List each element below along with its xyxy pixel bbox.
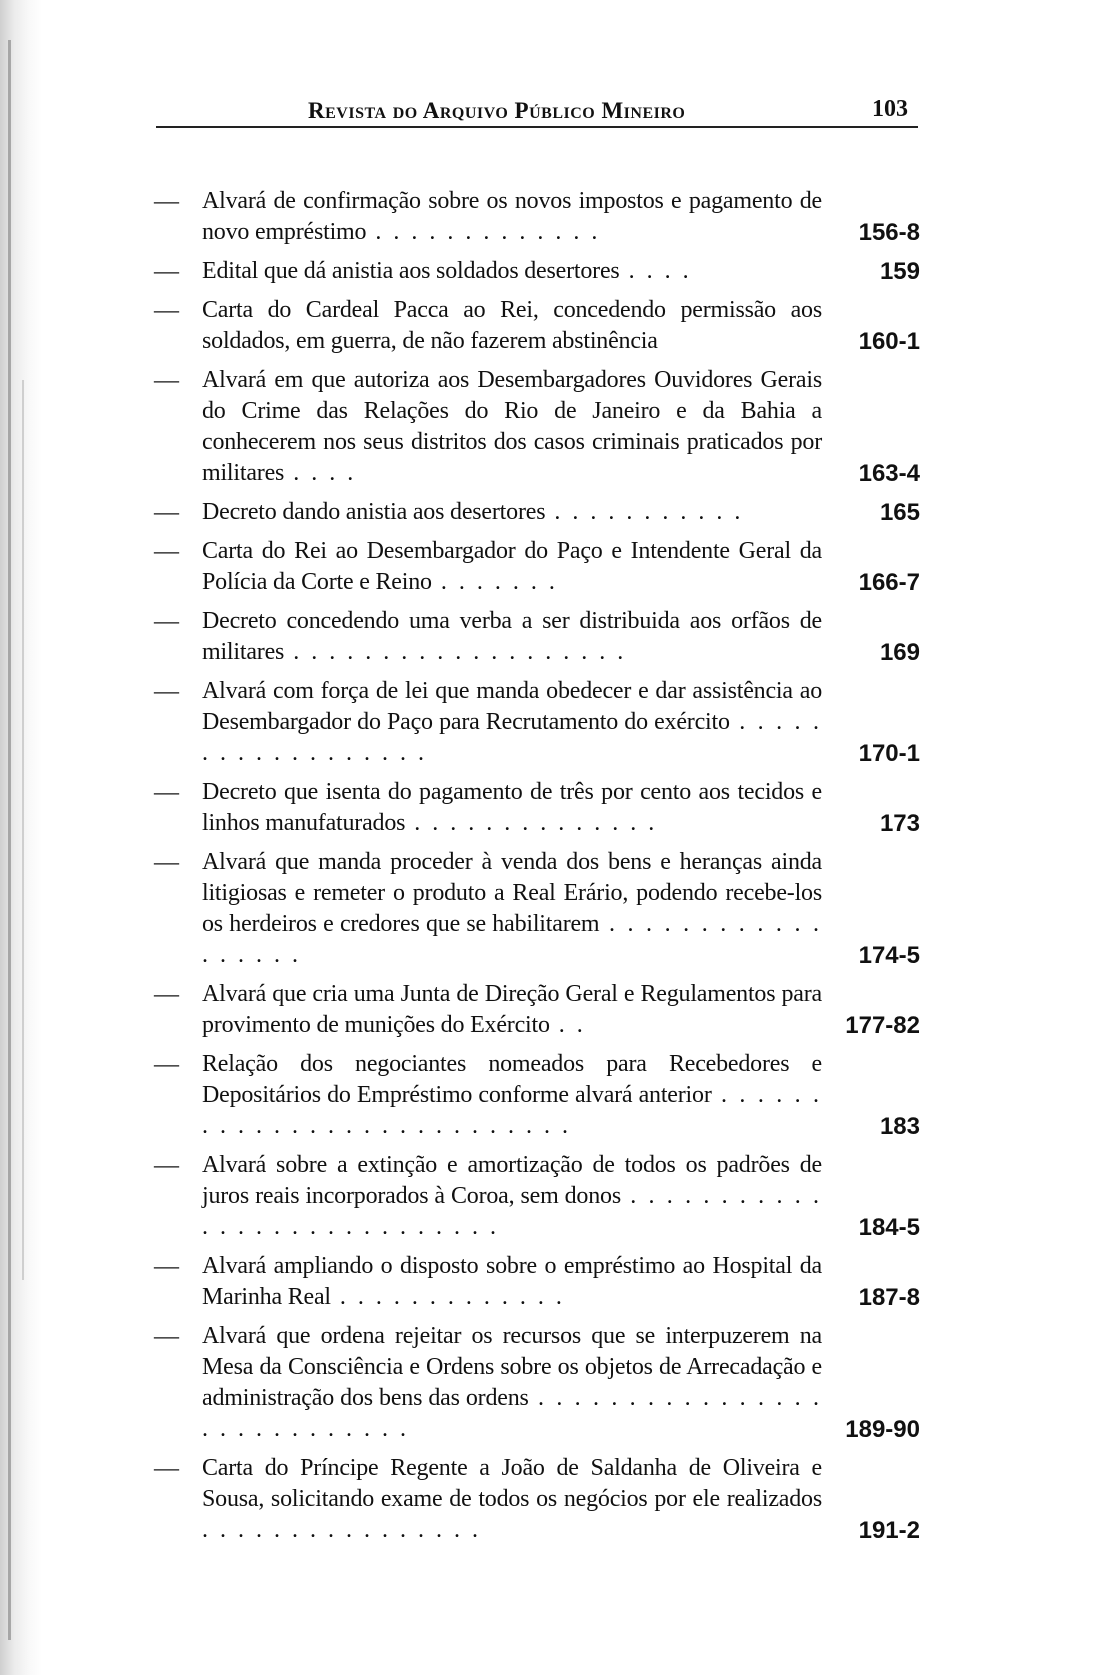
toc-entry — [150, 676, 920, 769]
entry-title-text: Alvará que manda proceder à venda dos bens e heranças ainda litigiosas e remeter o produto a Real Erário, podendo recebe-los os herdeiros e credores que se habilitarem — [202, 849, 822, 937]
dot-leader: . . . . . . . . . . . . . . . . — [202, 1517, 481, 1543]
entry-title — [202, 1150, 822, 1243]
entry-title — [202, 606, 822, 668]
dot-leader: . . . . . . . . . . . . . — [330, 1284, 565, 1310]
dot-leader: . . . . . . . . . . . . . . — [405, 810, 658, 836]
entry-dash: — — [154, 297, 179, 324]
entry-pages: 159 — [879, 258, 920, 285]
entry-title-text: Alvará em que autoriza aos Desembargadores Ouvidores Gerais do Crime das Relações do Rio de Janeiro e da Bahia a conhecerem nos seus distritos dos casos criminais praticados por militares — [202, 367, 822, 486]
entry-title — [202, 1251, 822, 1313]
entry-title-text: Alvará de confirmação sobre os novos impostos e pagamento de novo empréstimo — [202, 188, 822, 245]
entry-title-text: Decreto dando anistia aos desertores — [202, 499, 546, 525]
entry-title — [202, 256, 822, 287]
toc-entry — [150, 497, 920, 528]
entry-title — [202, 1321, 822, 1445]
entry-title — [202, 1453, 822, 1546]
entry-title — [202, 676, 822, 769]
toc-entry — [150, 1251, 920, 1313]
dot-leader: . . . . . . . . . . . . . — [366, 219, 601, 245]
entry-dash: — — [154, 188, 179, 215]
entry-dash: — — [154, 678, 179, 705]
entry-pages: 189-90 — [845, 1416, 920, 1443]
toc-entry — [150, 536, 920, 598]
entry-pages: 156-8 — [858, 219, 920, 246]
dot-leader: . . . . . . . . . . . — [545, 499, 744, 525]
entry-pages: 177-82 — [845, 1012, 920, 1039]
table-of-contents — [150, 186, 920, 1554]
entry-title — [202, 979, 822, 1041]
entry-dash: — — [154, 981, 179, 1008]
entry-pages: 170-1 — [858, 740, 920, 767]
entry-dash: — — [154, 258, 179, 285]
toc-entry — [150, 1049, 920, 1142]
toc-entry — [150, 1453, 920, 1546]
dot-leader: . . . . — [284, 460, 357, 486]
entry-pages: 173 — [879, 810, 920, 837]
entry-dash: — — [154, 367, 179, 394]
dot-leader: . . . . — [619, 258, 692, 284]
entry-pages: 166-7 — [858, 569, 920, 596]
dot-leader: . . — [549, 1012, 586, 1038]
entry-dash: — — [154, 1455, 179, 1482]
toc-entry — [150, 1150, 920, 1243]
dot-leader: . . . . . . . . . . . . . . . . . . — [202, 709, 822, 766]
entry-pages: 187-8 — [858, 1284, 920, 1311]
entry-title-text: Decreto concedendo uma verba a ser distribuida aos orfãos de militares — [202, 608, 822, 665]
toc-entry — [150, 256, 920, 287]
dot-leader: . . . . . . . — [431, 569, 558, 595]
entry-title — [202, 497, 822, 528]
entry-pages: 160-1 — [858, 328, 920, 355]
scan-edge — [0, 0, 42, 1675]
dot-leader: . . . . . . . . . . . . . . . . . . . . . . . . . . . — [202, 1082, 823, 1139]
entry-title-text: Carta do Rei ao Desembargador do Paço e Intendente Geral da Polícia da Corte e Reino — [202, 538, 822, 595]
entry-dash: — — [154, 779, 179, 806]
toc-entry — [150, 606, 920, 668]
entry-title — [202, 777, 822, 839]
toc-entry — [150, 777, 920, 839]
entry-dash: — — [154, 1253, 179, 1280]
entry-title-text: Edital que dá anistia aos soldados desertores — [202, 258, 620, 284]
entry-dash: — — [154, 849, 179, 876]
entry-pages: 174-5 — [858, 942, 920, 969]
entry-title — [202, 1049, 822, 1142]
entry-title-text: Alvará que cria uma Junta de Direção Geral e Regulamentos para provimento de munições do Exército — [202, 981, 822, 1038]
entry-title-text: Alvará que ordena rejeitar os recursos que se interpuzerem na Mesa da Consciência e Ordens sobre os objetos de Arrecadação e administração dos bens das ordens — [202, 1323, 822, 1411]
toc-entry — [150, 847, 920, 971]
running-title: Revista do Arquivo Público Mineiro — [308, 98, 686, 123]
entry-dash: — — [154, 499, 179, 526]
entry-dash: — — [154, 608, 179, 635]
entry-title-text: Alvará ampliando o disposto sobre o empréstimo ao Hospital da Marinha Real — [202, 1253, 822, 1310]
page-header — [156, 92, 918, 128]
entry-title-text: Alvará com força de lei que manda obedecer e dar assistência ao Desembargador do Paço para Recrutamento do exército — [202, 678, 822, 735]
entry-title-text: Decreto que isenta do pagamento de três por cento aos tecidos e linhos manufaturados — [202, 779, 822, 836]
entry-title-text: Alvará sobre a extinção e amortização de todos os padrões de juros reais incorporados à Coroa, sem donos — [202, 1152, 822, 1209]
entry-title-text: Relação dos negociantes nomeados para Recebedores e Depositários do Empréstimo conforme alvará anterior — [202, 1051, 822, 1108]
entry-pages: 169 — [879, 639, 920, 666]
dot-leader: . . . . . . . . . . . . . . . . . . — [202, 911, 823, 968]
entry-title-text: Carta do Príncipe Regente a João de Saldanha de Oliveira e Sousa, solicitando exame de todos os negócios por ele realizados — [202, 1455, 822, 1512]
entry-title-text: Carta do Cardeal Pacca ao Rei, concedendo permissão aos soldados, em guerra, de não fazerem abstinência — [202, 297, 822, 354]
entry-title — [202, 365, 822, 489]
dot-leader: . . . . . . . . . . . . . . . . . . . . . . . . . . . . — [202, 1183, 823, 1240]
entry-title — [202, 186, 822, 248]
entry-title — [202, 295, 822, 357]
page-number: 103 — [872, 96, 908, 122]
entry-pages: 183 — [879, 1113, 920, 1140]
entry-title — [202, 536, 822, 598]
entry-pages: 163-4 — [858, 460, 920, 487]
entry-dash: — — [154, 1152, 179, 1179]
toc-entry — [150, 365, 920, 489]
toc-entry — [150, 1321, 920, 1445]
toc-entry — [150, 979, 920, 1041]
entry-pages: 184-5 — [858, 1214, 920, 1241]
entry-dash: — — [154, 538, 179, 565]
entry-dash: — — [154, 1051, 179, 1078]
entry-title — [202, 847, 822, 971]
dot-leader: . . . . . . . . . . . . . . . . . . . — [284, 639, 627, 665]
entry-pages: 191-2 — [858, 1517, 920, 1544]
dot-leader: . . . . . . . . . . . . . . . . . . . . . . . . . . . . — [202, 1385, 823, 1442]
toc-entry — [150, 295, 920, 357]
entry-pages: 165 — [879, 499, 920, 526]
toc-entry — [150, 186, 920, 248]
entry-dash: — — [154, 1323, 179, 1350]
